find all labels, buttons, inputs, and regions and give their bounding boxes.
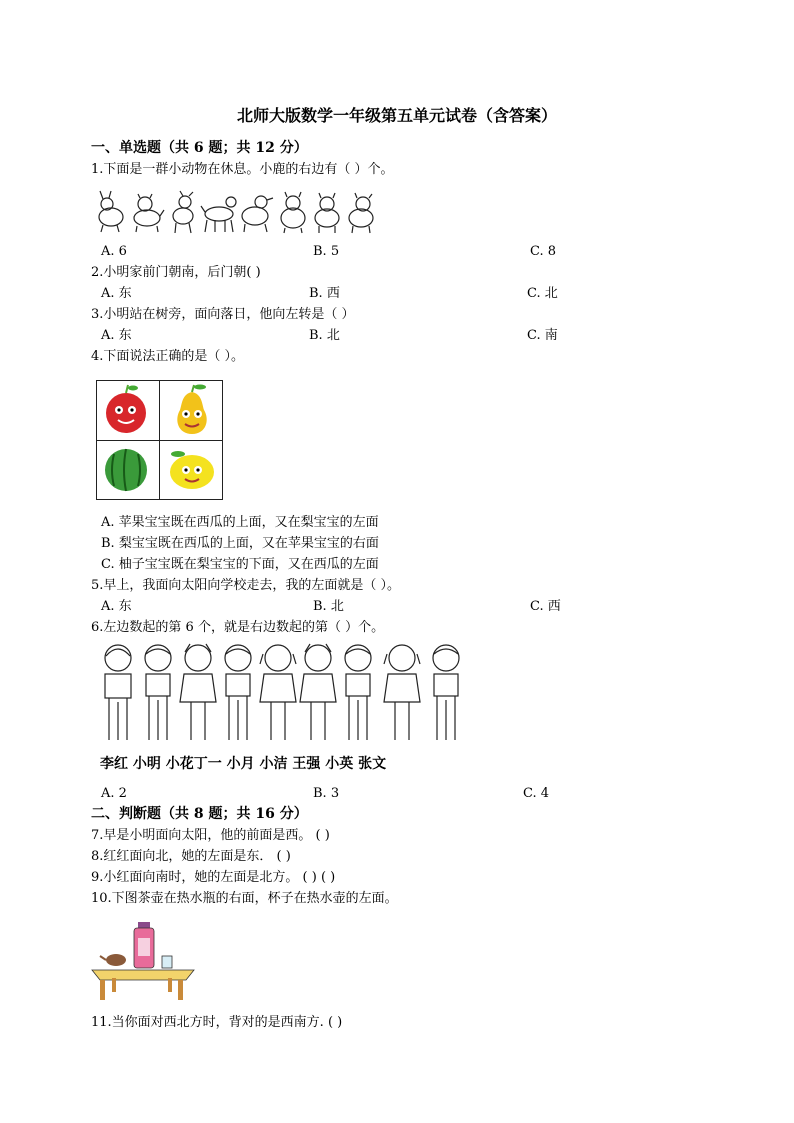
q6-option-a: A. 2 [101,786,127,801]
q2-option-b: B. 西 [309,286,340,301]
question-10-text: 10.下图茶壶在热水瓶的右面，杯子在热水壶的左面。 [91,891,398,906]
question-2-text: 2.小明家前门朝南，后门朝( ) [91,265,261,280]
watermelon-icon [105,449,147,491]
q2-option-c: C. 北 [527,286,558,301]
question-11-text: 11.当你面对西北方时，背对的是西南方. ( ) [91,1015,343,1030]
q6-option-b: B. 3 [313,786,340,801]
question-5-text: 5.早上，我面向太阳向学校走去，我的左面就是（ ）。 [91,578,401,593]
q2-option-a: A. 东 [101,286,132,301]
q5-option-b: B. 北 [313,599,344,614]
q6-option-c: C. 4 [523,786,550,801]
question-7-text: 7.早是小明面向太阳，他的前面是西。 ( ) [91,828,330,843]
q4-option-a: A. 苹果宝宝既在西瓜的上面，又在梨宝宝的左面 [101,515,379,530]
thermos-icon [134,922,154,968]
q3-option-b: B. 北 [309,328,340,343]
teapot-icon [100,954,126,966]
q4-option-c: C. 柚子宝宝既在梨宝宝的下面，又在西瓜的左面 [101,557,379,572]
animals-image [93,190,383,235]
page-title: 北师大版数学一年级第五单元试卷（含答案） [236,106,557,125]
question-9-text: 9.小红面向南时，她的左面是北方。 ( ) ( ) [91,870,336,885]
q3-option-c: C. 南 [527,328,558,343]
question-8-text: 8.红红面向北，她的左面是东． ( ) [91,849,291,864]
question-6-text: 6.左边数起的第 6 个，就是右边数起的第（ ）个。 [91,620,385,635]
q4-option-b: B. 梨宝宝既在西瓜的上面，又在苹果宝宝的右面 [101,536,379,551]
fruit-grid-image [96,380,224,501]
q3-option-a: A. 东 [101,328,132,343]
q5-option-a: A. 东 [101,599,132,614]
section-heading-single-choice: 一、单选题（共 6 题；共 12 分） [91,140,308,156]
children-lineup-image [98,642,470,748]
question-3-text: 3.小明站在树旁，面向落日，他向左转是（ ） [91,307,355,322]
q5-option-c: C. 西 [530,599,561,614]
children-names-label: 李红 小明 小花丁一 小月 小洁 王强 小英 张文 [100,756,387,772]
table-thermos-image [90,920,196,1004]
cup-icon [162,956,172,968]
section-heading-true-false: 二、判断题（共 8 题；共 16 分） [91,806,308,822]
q1-option-c: C. 8 [530,244,557,259]
question-1-text: 1.下面是一群小动物在休息。小鹿的右边有（ ）个。 [91,162,394,177]
question-4-text: 4.下面说法正确的是（ ）。 [91,349,245,364]
q1-option-a: A. 6 [101,244,127,259]
q1-option-b: B. 5 [313,244,340,259]
